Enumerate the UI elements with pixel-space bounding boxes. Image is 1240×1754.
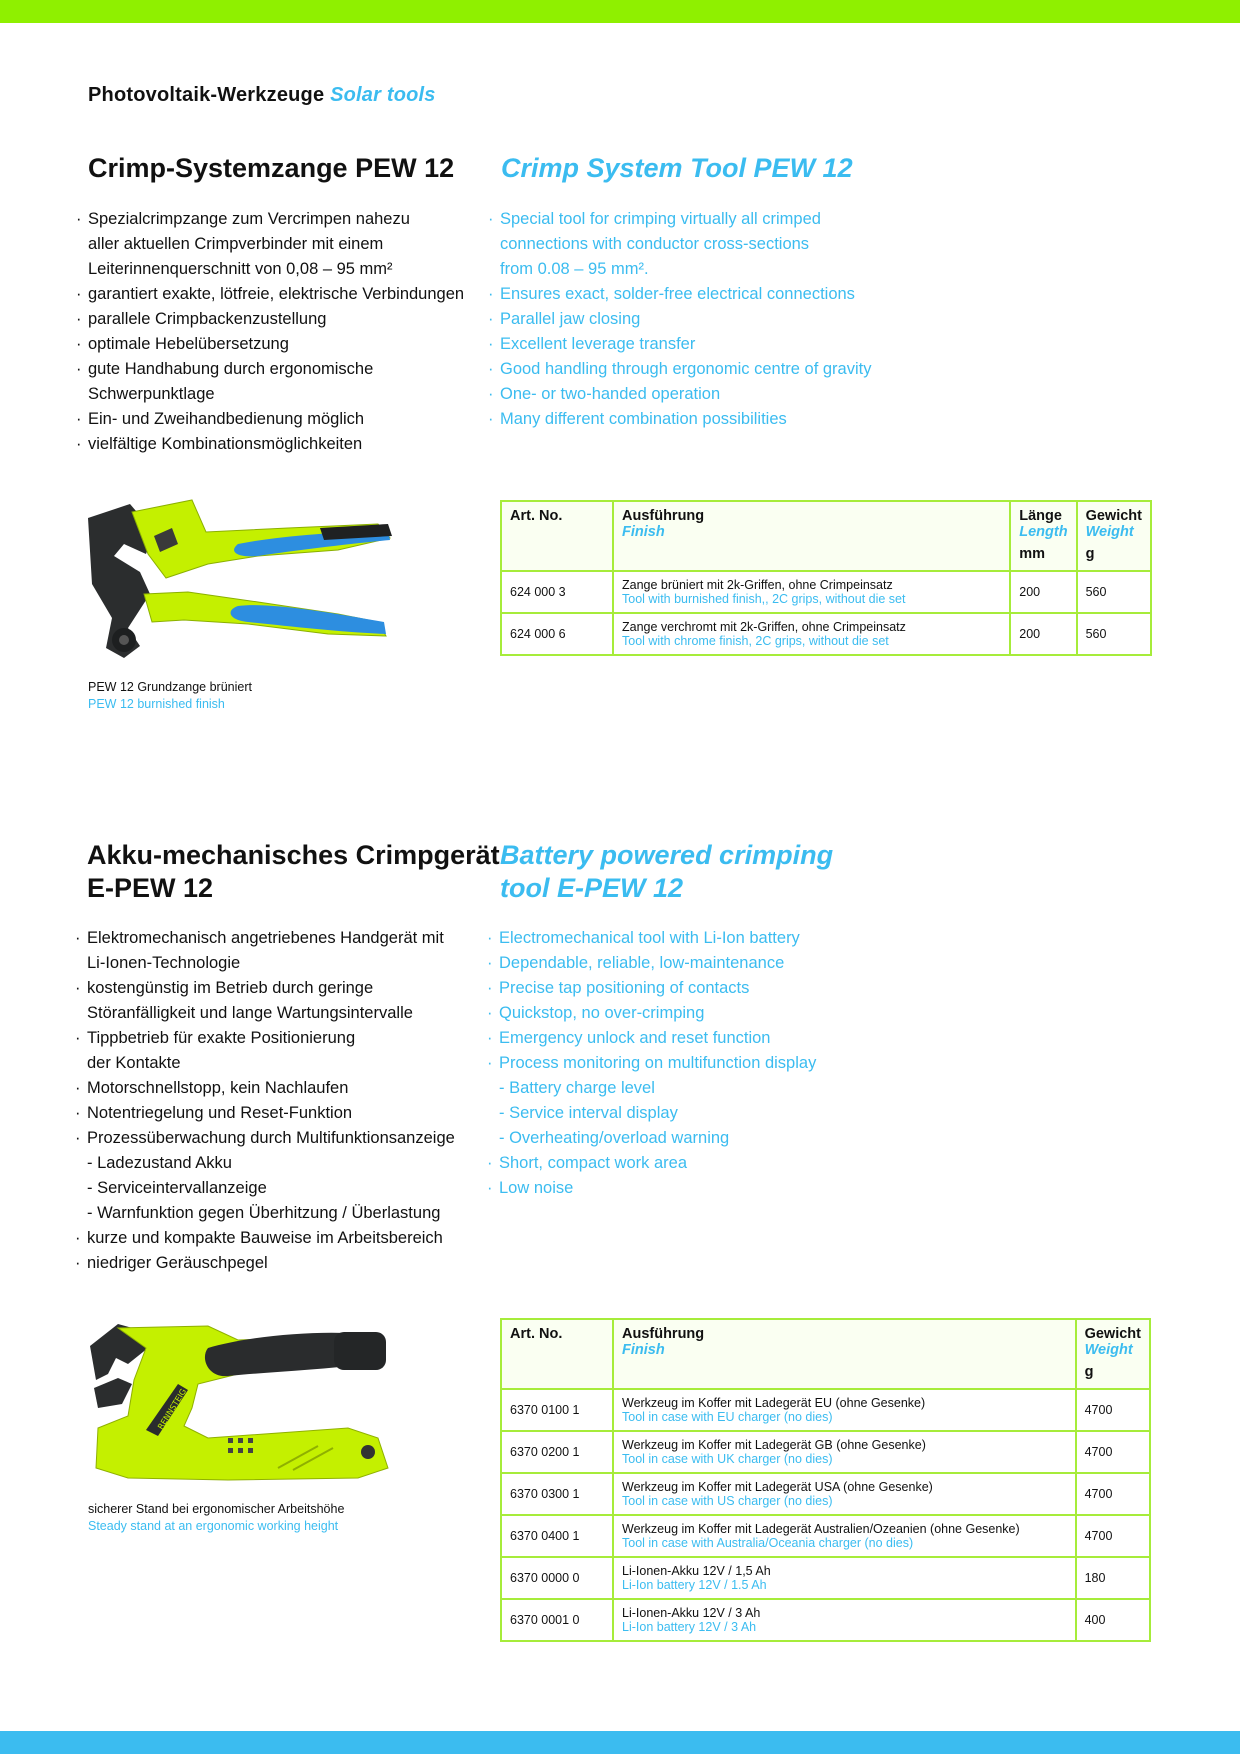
list-item: · Emergency unlock and reset function bbox=[487, 1026, 816, 1051]
list-item: · Short, compact work area bbox=[487, 1151, 816, 1176]
table-header-row bbox=[501, 501, 1151, 571]
list-item: · Spezialcrimpzange zum Vercrimpen nahezu bbox=[76, 207, 464, 232]
list-item: · Ensures exact, solder-free electrical connections bbox=[488, 282, 871, 307]
pew12-tool-image bbox=[88, 498, 428, 668]
table-row bbox=[501, 613, 1151, 655]
cell-finish: Zange brüniert mit 2k-Griffen, ohne Crimpeinsatz Tool with burnished finish,, 2C grips, without die set bbox=[613, 571, 1010, 613]
header-de: Photovoltaik-Werkzeuge bbox=[88, 84, 325, 106]
header-finish: Ausführung Finish bbox=[613, 1319, 1076, 1389]
list-item: connections with conductor cross-sections bbox=[500, 235, 810, 253]
list-item: · kostengünstig im Betrieb durch geringe bbox=[75, 976, 455, 1001]
header-length: Länge Length mm bbox=[1010, 501, 1076, 571]
header-art-no: Art. No. bbox=[501, 1319, 613, 1389]
cell-finish: Li-Ionen-Akku 12V / 3 Ah Li-Ion battery 12V / 3 Ah bbox=[613, 1599, 1076, 1641]
list-item: · Low noise bbox=[487, 1176, 816, 1201]
list-item: · optimale Hebelübersetzung bbox=[76, 332, 464, 357]
table-row bbox=[501, 1599, 1150, 1641]
caption-en: PEW 12 burnished finish bbox=[88, 697, 225, 711]
section2-bullets-en bbox=[487, 926, 816, 1201]
list-item: · Motorschnellstopp, kein Nachlaufen bbox=[75, 1076, 455, 1101]
list-item: · garantiert exakte, lötfreie, elektrische Verbindungen bbox=[76, 282, 464, 307]
cell-finish: Werkzeug im Koffer mit Ladegerät GB (ohne Gesenke) Tool in case with UK charger (no dies) bbox=[613, 1431, 1076, 1473]
list-item: · One- or two-handed operation bbox=[488, 382, 871, 407]
list-item: · niedriger Geräuschpegel bbox=[75, 1251, 455, 1276]
cell-length: 200 bbox=[1010, 571, 1076, 613]
cell-weight: 560 bbox=[1077, 571, 1151, 613]
list-item: · gute Handhabung durch ergonomische bbox=[76, 357, 464, 382]
list-item: · Elektromechanisch angetriebenes Handgerät mit bbox=[75, 926, 455, 951]
list-item: · kurze und kompakte Bauweise im Arbeitsbereich bbox=[75, 1226, 455, 1251]
header-weight: Gewicht Weight g bbox=[1076, 1319, 1150, 1389]
section1-title-de: Crimp-Systemzange PEW 12 bbox=[88, 153, 455, 183]
cell-weight: 180 bbox=[1076, 1557, 1150, 1599]
list-item: Störanfälligkeit und lange Wartungsintervalle bbox=[87, 1004, 413, 1022]
list-item: der Kontakte bbox=[87, 1054, 181, 1072]
table-row bbox=[501, 1431, 1150, 1473]
list-item: from 0.08 – 95 mm². bbox=[500, 260, 649, 278]
cell-art-no: 6370 0200 1 bbox=[501, 1431, 613, 1473]
list-item: - Serviceintervallanzeige bbox=[87, 1179, 267, 1197]
list-item: - Service interval display bbox=[499, 1104, 678, 1122]
list-item: - Overheating/overload warning bbox=[499, 1129, 730, 1147]
section1-bullets-de bbox=[76, 207, 464, 457]
cell-art-no: 6370 0400 1 bbox=[501, 1515, 613, 1557]
list-item: · parallele Crimpbackenzustellung bbox=[76, 307, 464, 332]
epew12-tool-image bbox=[88, 1318, 408, 1486]
header-finish: Ausführung Finish bbox=[613, 501, 1010, 571]
section2-title-de: Akku-mechanisches Crimpgerät E-PEW 12 bbox=[87, 840, 500, 903]
list-item: · Excellent leverage transfer bbox=[488, 332, 871, 357]
header-en: Solar tools bbox=[330, 84, 436, 106]
caption-en: Steady stand at an ergonomic working height bbox=[88, 1519, 339, 1533]
cell-art-no: 6370 0000 0 bbox=[501, 1557, 613, 1599]
section1-spec-table bbox=[500, 500, 1152, 656]
list-item: · Tippbetrieb für exakte Positionierung bbox=[75, 1026, 455, 1051]
caption-de: sicherer Stand bei ergonomischer Arbeitshöhe bbox=[88, 1502, 345, 1516]
cell-weight: 4700 bbox=[1076, 1473, 1150, 1515]
section1-title-en: Crimp System Tool PEW 12 bbox=[501, 153, 853, 183]
list-item: - Ladezustand Akku bbox=[87, 1154, 232, 1172]
cell-art-no: 6370 0100 1 bbox=[501, 1389, 613, 1431]
header-weight: Gewicht Weight g bbox=[1077, 501, 1151, 571]
list-item: · Process monitoring on multifunction display bbox=[487, 1051, 816, 1076]
section1-caption bbox=[88, 679, 252, 713]
header-art-no: Art. No. bbox=[501, 501, 613, 571]
table-row bbox=[501, 1473, 1150, 1515]
table-row bbox=[501, 1557, 1150, 1599]
top-color-bar bbox=[0, 0, 1240, 23]
cell-art-no: 624 000 3 bbox=[501, 571, 613, 613]
list-item: · Electromechanical tool with Li-Ion battery bbox=[487, 926, 816, 951]
cell-art-no: 6370 0300 1 bbox=[501, 1473, 613, 1515]
cell-art-no: 624 000 6 bbox=[501, 613, 613, 655]
bottom-color-bar bbox=[0, 1731, 1240, 1754]
list-item: · Special tool for crimping virtually all crimped bbox=[488, 207, 871, 232]
list-item: · Precise tap positioning of contacts bbox=[487, 976, 816, 1001]
list-item: - Battery charge level bbox=[499, 1079, 655, 1097]
cell-finish: Werkzeug im Koffer mit Ladegerät EU (ohne Gesenke) Tool in case with EU charger (no dies) bbox=[613, 1389, 1076, 1431]
list-item: · Many different combination possibilities bbox=[488, 407, 871, 432]
list-item: · Notentriegelung und Reset-Funktion bbox=[75, 1101, 455, 1126]
section2-bullets-de bbox=[75, 926, 455, 1276]
cell-weight: 560 bbox=[1077, 613, 1151, 655]
list-item: Li-Ionen-Technologie bbox=[87, 954, 241, 972]
table-row bbox=[501, 1515, 1150, 1557]
cell-finish: Werkzeug im Koffer mit Ladegerät Australien/Ozeanien (ohne Gesenke) Tool in case with Australia/Oceania charger (no dies) bbox=[613, 1515, 1076, 1557]
cell-weight: 400 bbox=[1076, 1599, 1150, 1641]
list-item: Leiterinnenquerschnitt von 0,08 – 95 mm² bbox=[88, 260, 393, 278]
list-item: · Good handling through ergonomic centre of gravity bbox=[488, 357, 871, 382]
cell-art-no: 6370 0001 0 bbox=[501, 1599, 613, 1641]
cell-finish: Li-Ionen-Akku 12V / 1,5 Ah Li-Ion battery 12V / 1.5 Ah bbox=[613, 1557, 1076, 1599]
cell-length: 200 bbox=[1010, 613, 1076, 655]
cell-finish: Werkzeug im Koffer mit Ladegerät USA (ohne Gesenke) Tool in case with US charger (no dies) bbox=[613, 1473, 1076, 1515]
logo-text: RENNSTEIG bbox=[156, 1387, 189, 1432]
section1-bullets-en bbox=[488, 207, 871, 432]
list-item: - Warnfunktion gegen Überhitzung / Überlastung bbox=[87, 1204, 441, 1222]
list-item: Schwerpunktlage bbox=[88, 385, 215, 403]
table-header-row bbox=[501, 1319, 1150, 1389]
caption-de: PEW 12 Grundzange brüniert bbox=[88, 680, 252, 694]
table-row bbox=[501, 1389, 1150, 1431]
list-item: aller aktuellen Crimpverbinder mit einem bbox=[88, 235, 384, 253]
section2-spec-table bbox=[500, 1318, 1151, 1642]
section2-title-en: Battery powered crimping tool E-PEW 12 bbox=[500, 840, 834, 903]
cell-weight: 4700 bbox=[1076, 1389, 1150, 1431]
list-item: · Prozessüberwachung durch Multifunktionsanzeige bbox=[75, 1126, 455, 1151]
cell-weight: 4700 bbox=[1076, 1431, 1150, 1473]
table-row bbox=[501, 571, 1151, 613]
page-header bbox=[88, 84, 436, 107]
cell-finish: Zange verchromt mit 2k-Griffen, ohne Crimpeinsatz Tool with chrome finish, 2C grips, without die set bbox=[613, 613, 1010, 655]
list-item: · Dependable, reliable, low-maintenance bbox=[487, 951, 816, 976]
list-item: · Ein- und Zweihandbedienung möglich bbox=[76, 407, 464, 432]
list-item: · vielfältige Kombinationsmöglichkeiten bbox=[76, 432, 464, 457]
section2-caption bbox=[88, 1501, 344, 1535]
cell-weight: 4700 bbox=[1076, 1515, 1150, 1557]
list-item: · Parallel jaw closing bbox=[488, 307, 871, 332]
list-item: · Quickstop, no over-crimping bbox=[487, 1001, 816, 1026]
